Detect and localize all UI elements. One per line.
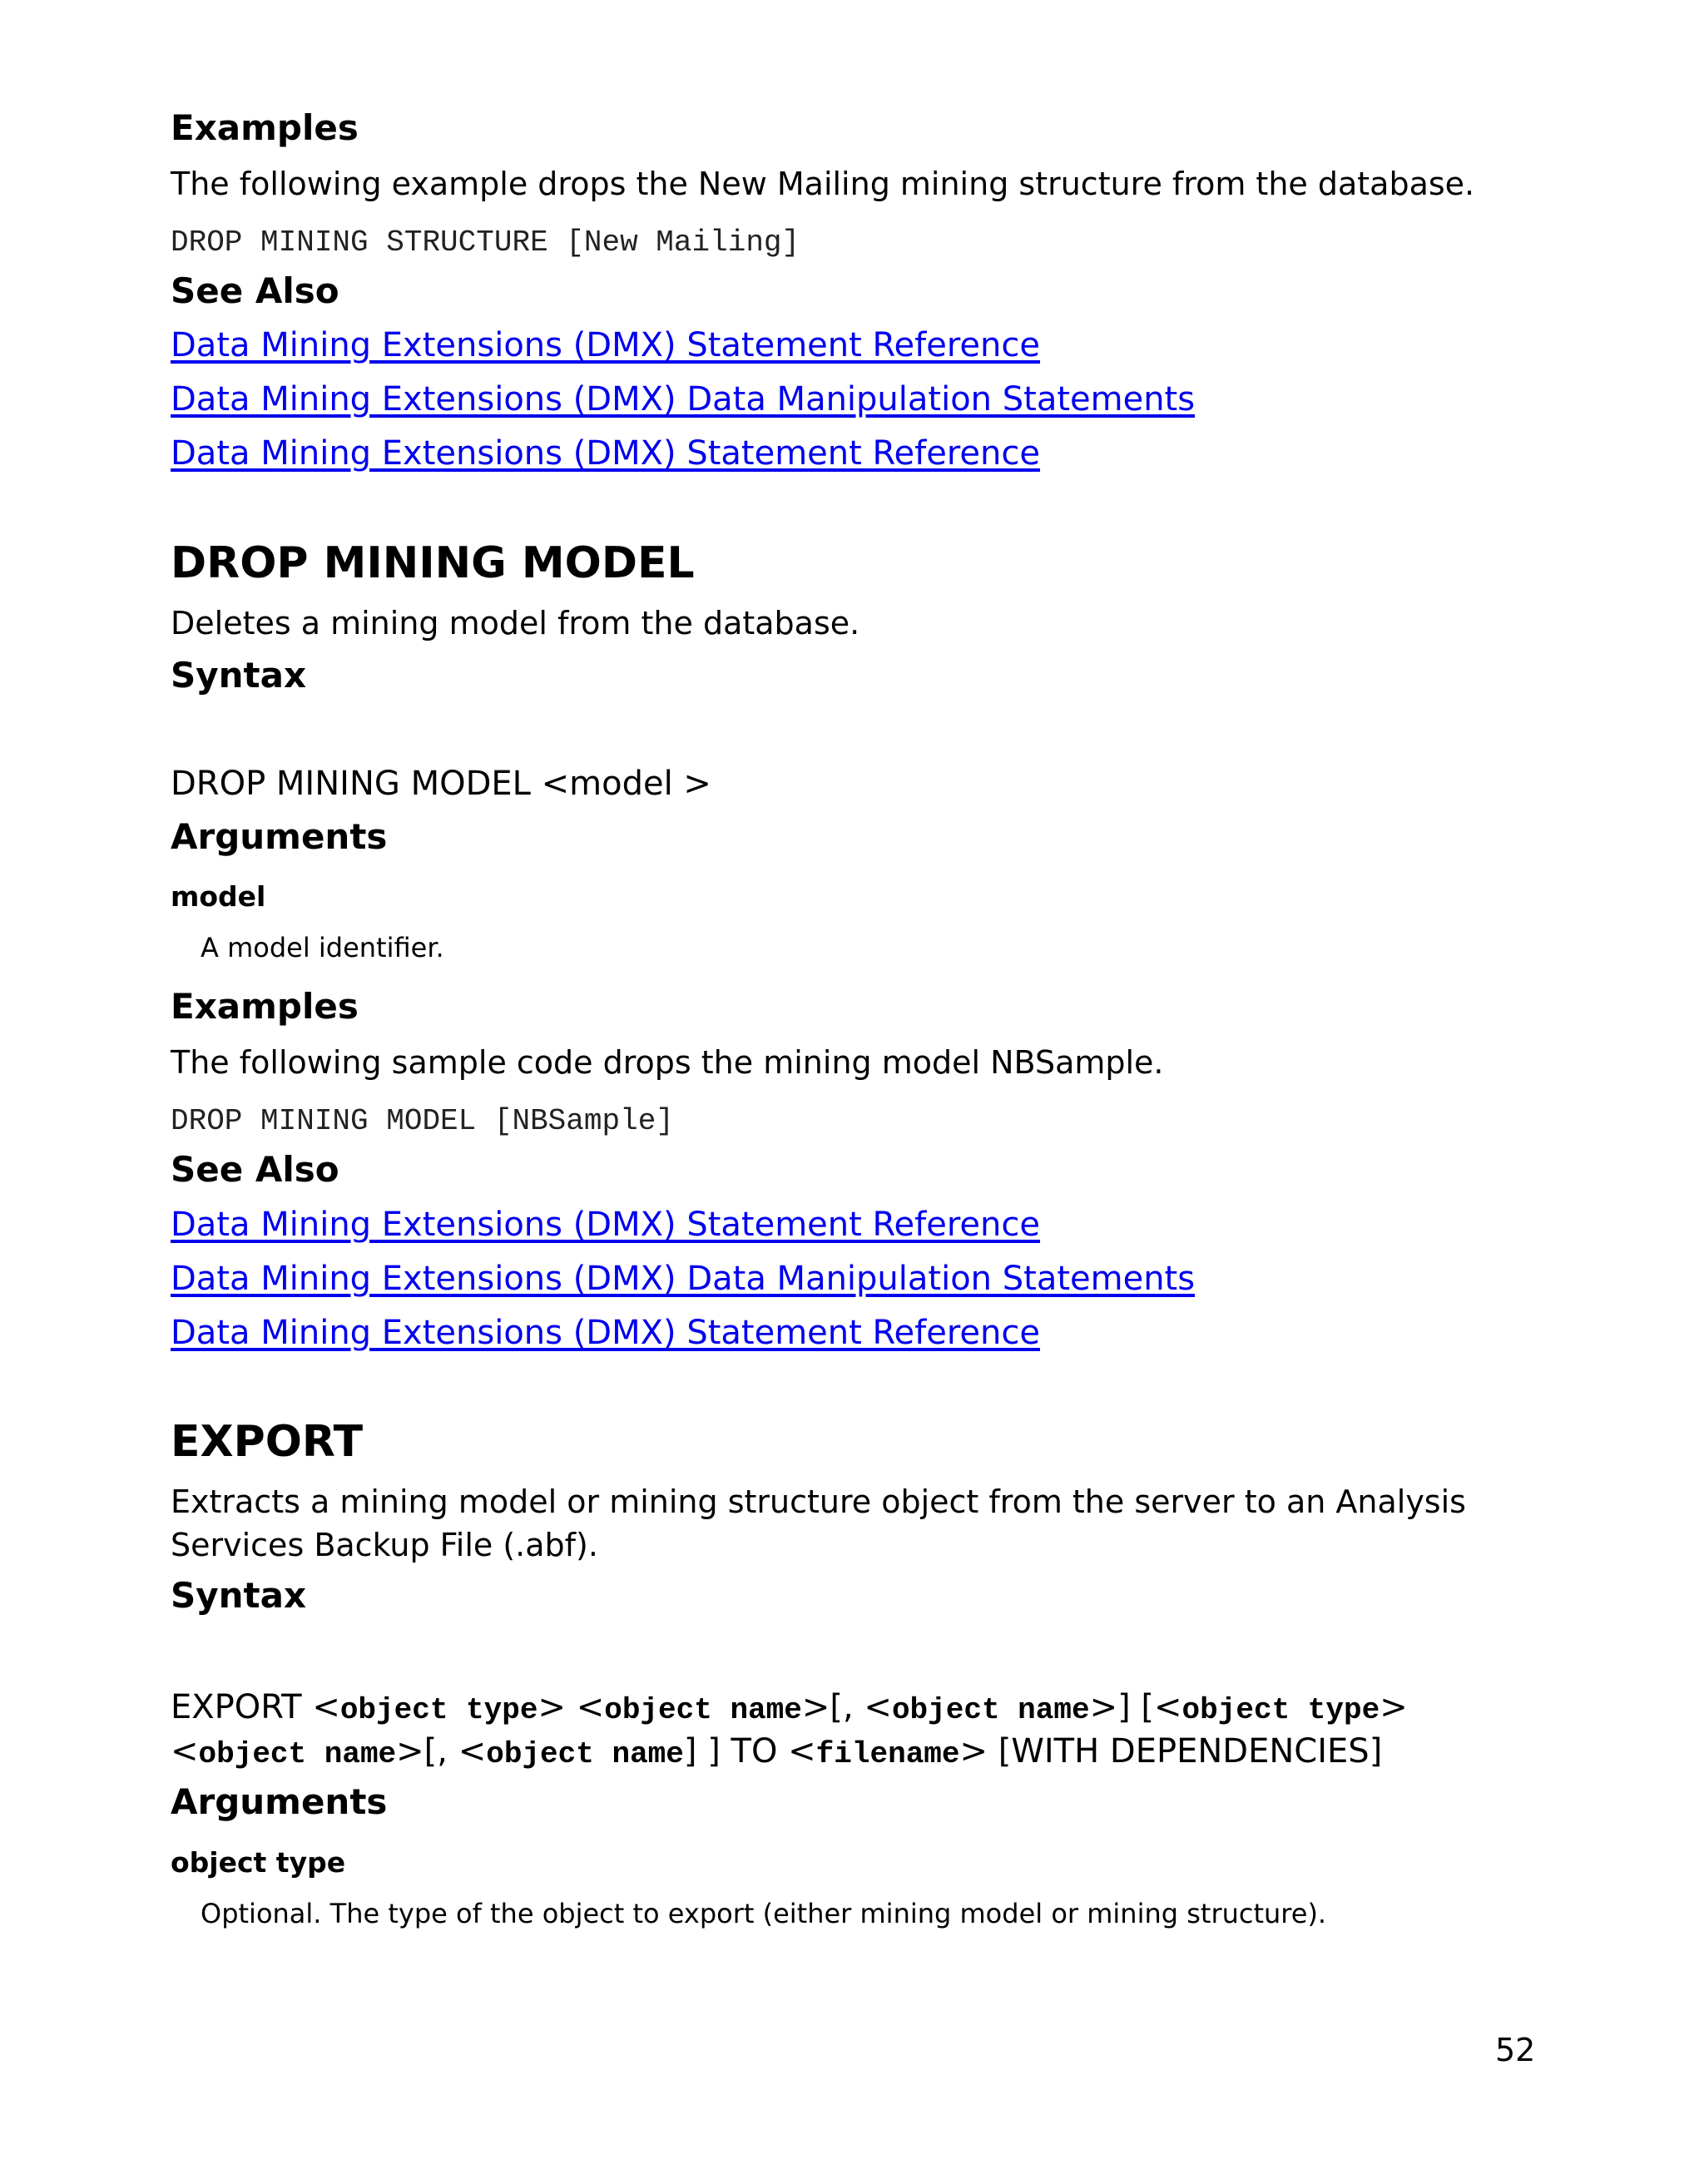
examples-heading: Examples bbox=[171, 107, 359, 148]
code-sample: DROP MINING MODEL [NBSample] bbox=[171, 1104, 674, 1138]
arguments-heading: Arguments bbox=[171, 816, 388, 857]
examples-heading: Examples bbox=[171, 986, 359, 1027]
see-also-heading: See Also bbox=[171, 270, 339, 311]
section-description-line-1: Extracts a mining model or mining structure object from the server to an Analysis bbox=[171, 1483, 1466, 1520]
argument-name: object type bbox=[171, 1846, 346, 1879]
link-data-manipulation-statements[interactable]: Data Mining Extensions (DMX) Data Manipulation Statements bbox=[171, 1260, 1196, 1298]
link-statement-reference[interactable]: Data Mining Extensions (DMX) Statement Reference bbox=[171, 1314, 1040, 1352]
argument-name: model bbox=[171, 880, 266, 913]
section-description-line-2: Services Backup File (.abf). bbox=[171, 1527, 598, 1563]
section-title: EXPORT bbox=[171, 1417, 364, 1467]
code-sample: DROP MINING STRUCTURE [New Mailing] bbox=[171, 225, 800, 260]
link-data-manipulation-statements[interactable]: Data Mining Extensions (DMX) Data Manipulation Statements bbox=[171, 380, 1196, 418]
document-page bbox=[171, 0, 1585, 2184]
link-statement-reference[interactable]: Data Mining Extensions (DMX) Statement Reference bbox=[171, 326, 1040, 364]
section-description: Deletes a mining model from the database. bbox=[171, 605, 860, 641]
see-also-heading: See Also bbox=[171, 1149, 339, 1190]
examples-text: The following example drops the New Mailing mining structure from the database. bbox=[171, 166, 1475, 202]
argument-description: Optional. The type of the object to export (either mining model or mining structure). bbox=[201, 1898, 1327, 1929]
page-number: 52 bbox=[1495, 2032, 1536, 2068]
examples-text: The following sample code drops the mining model NBSample. bbox=[171, 1044, 1164, 1081]
section-title: DROP MINING MODEL bbox=[171, 538, 695, 588]
syntax-text: DROP MINING MODEL <model > bbox=[171, 765, 711, 803]
arguments-heading: Arguments bbox=[171, 1781, 388, 1822]
link-statement-reference[interactable]: Data Mining Extensions (DMX) Statement Reference bbox=[171, 1206, 1040, 1244]
link-statement-reference[interactable]: Data Mining Extensions (DMX) Statement Reference bbox=[171, 434, 1040, 473]
syntax-heading: Syntax bbox=[171, 1575, 307, 1616]
argument-description: A model identifier. bbox=[201, 932, 444, 963]
syntax-line-1: EXPORT <object type> <object name>[, <object name>] [<object type> bbox=[171, 1688, 1408, 1727]
syntax-line-2: <object name>[, <object name] ] TO <filename> [WITH DEPENDENCIES] bbox=[171, 1732, 1383, 1771]
syntax-heading: Syntax bbox=[171, 655, 307, 696]
